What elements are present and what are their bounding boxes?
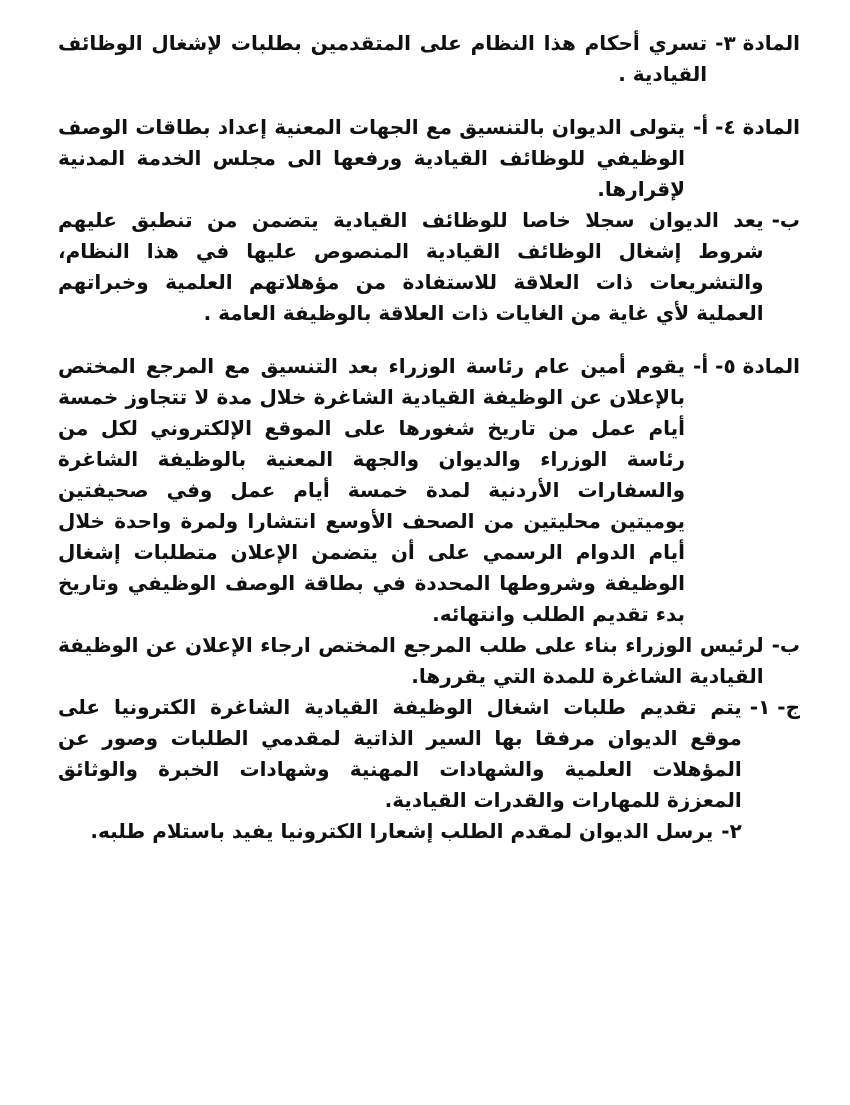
article-4-clause-a: يتولى الديوان بالتنسيق مع الجهات المعنية إعداد بطاقات الوصف الوظيفي للوظائف القيادية ورفعها الى مجلس الخدمة المدنية لإقرارها. (58, 115, 686, 201)
article-5-label: المادة ٥- أ- (693, 354, 800, 378)
article-5-clause-c2-text: يرسل الديوان لمقدم الطلب إشعارا الكترونيا يفيد باستلام طلبه. (90, 819, 714, 843)
article-4 (58, 112, 800, 205)
article-4-clause-b-text: يعد الديوان سجلا خاصا للوظائف القيادية يتضمن من تنطبق عليهم شروط إشغال الوظائف القيادية المنصوص عليها في هذا النظام، والتشريعات ذات العلاقة للاستفادة من مؤهلاتهم العلمية وخبراتهم العملية لأي غاية من الغايات ذات العلاقة بالوظيفة العامة . (58, 208, 764, 325)
article-5-clause-c-label: ج- ١- (749, 695, 800, 719)
article-5-clause-b-label: ب- (771, 633, 800, 657)
article-4-clause-b-label: ب- (771, 208, 800, 232)
article-5 (58, 351, 800, 630)
article-5-clause-c1-text: يتم تقديم طلبات اشغال الوظيفة القيادية الشاغرة الكترونيا على موقع الديوان مرفقا بها السير الذاتية لمقدمي الطلبات وصور عن المؤهلات العلمية والشهادات المهنية وشهادات الخبرة والوثائق المعززة للمهارات والقدرات القيادية. (58, 695, 742, 812)
article-3-label: المادة ٣- (715, 31, 800, 55)
article-5-clause-a: يقوم أمين عام رئاسة الوزراء بعد التنسيق مع المرجع المختص بالإعلان عن الوظيفة القيادية الشاغرة خلال مدة لا تتجاوز خمسة أيام عمل من تاريخ شغورها على الموقع الإلكتروني لكل من رئاسة الوزراء والديوان والجهة المعنية بالوظيفة الشاغرة والسفارات الأردنية لمدة خمسة أيام عمل وفي صحيفتين يوميتين محليتين من الصحف الأوسع انتشارا ولمرة واحدة خلال أيام الدوام الرسمي على أن يتضمن الإعلان متطلبات إشغال الوظيفة وشروطها المحددة في بطاقة الوصف الوظيفي وتاريخ بدء تقديم الطلب وانتهائه. (58, 354, 686, 626)
article-5-clause-c (58, 692, 800, 847)
article-5-clause-c2-label: ٢- (721, 819, 742, 843)
article-4-label: المادة ٤- أ- (693, 115, 800, 139)
article-5-clause-c2 (58, 816, 742, 847)
article-5-clause-b-text: لرئيس الوزراء بناء على طلب المرجع المختص ارجاء الإعلان عن الوظيفة القيادية الشاغرة للمدة التي يقررها. (58, 633, 764, 688)
article-4-clause-b (58, 205, 800, 329)
article-3 (58, 28, 800, 90)
article-3-text: تسري أحكام هذا النظام على المتقدمين بطلبات لإشغال الوظائف القيادية . (58, 31, 708, 86)
article-5-clause-b (58, 630, 800, 692)
